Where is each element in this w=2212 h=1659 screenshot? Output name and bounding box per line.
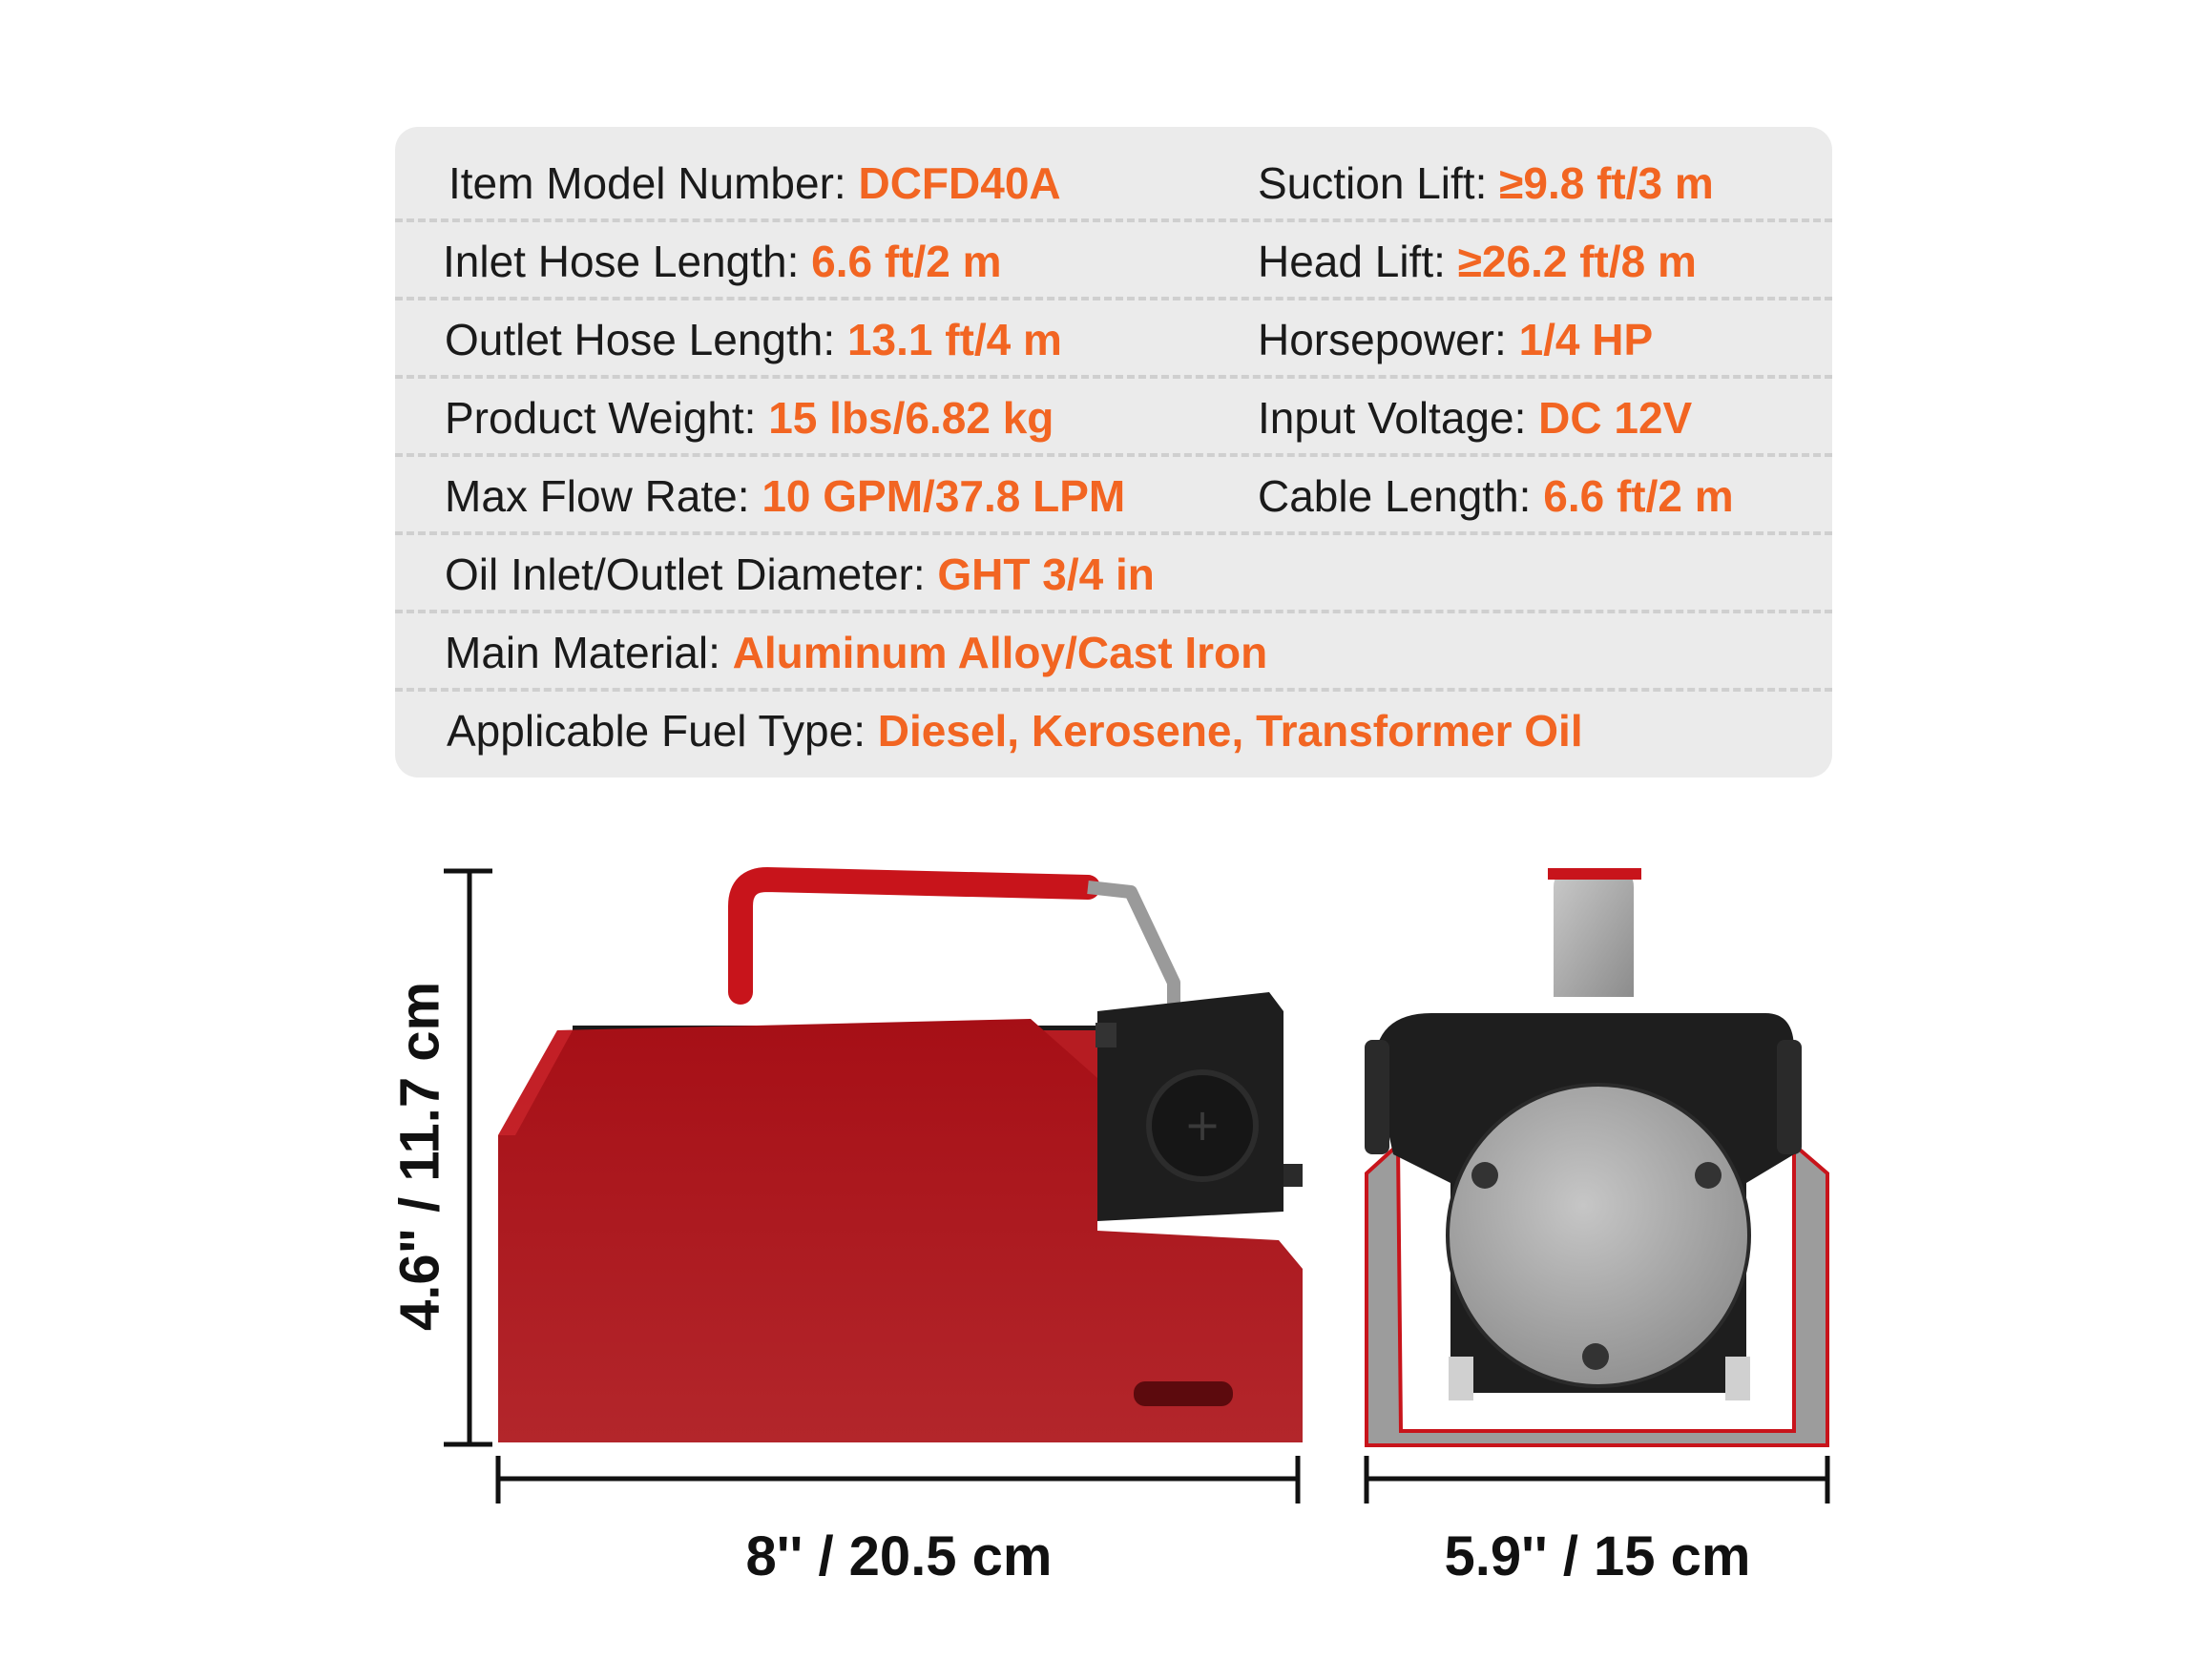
spec-horsepower: Horsepower: 1/4 HP — [1258, 315, 1654, 364]
spec-cable-length: Cable Length: 6.6 ft/2 m — [1258, 471, 1734, 521]
width-dimension-label: 5.9'' / 15 cm — [1444, 1525, 1751, 1587]
spec-head-lift: Head Lift: ≥26.2 ft/8 m — [1258, 237, 1697, 286]
spec-product-weight: Product Weight: 15 lbs/6.82 kg — [445, 393, 1054, 443]
spec-applicable-fuel-type: Applicable Fuel Type: Diesel, Kerosene, Transformer Oil — [447, 706, 1583, 756]
spec-inlet-hose-length: Inlet Hose Length: 6.6 ft/2 m — [443, 237, 1002, 286]
pump-front-view — [1365, 868, 1827, 1445]
carry-handle — [741, 880, 1088, 992]
length-dimension-label: 8'' / 20.5 cm — [745, 1525, 1053, 1587]
front-handle — [1554, 870, 1634, 997]
svg-text:+: + — [1183, 1099, 1221, 1151]
spec-outlet-hose-length: Outlet Hose Length: 13.1 ft/4 m — [445, 315, 1062, 364]
spec-oil-inlet-outlet-diameter: Oil Inlet/Outlet Diameter: GHT 3/4 in — [445, 550, 1155, 599]
length-dimension-line — [498, 1456, 1298, 1503]
width-dimension-line — [1367, 1456, 1827, 1503]
spec-max-flow-rate: Max Flow Rate: 10 GPM/37.8 LPM — [445, 471, 1126, 521]
spec-main-material: Main Material: Aluminum Alloy/Cast Iron — [445, 628, 1268, 677]
height-dimension-label: 4.6" / 11.7 cm — [388, 981, 451, 1332]
pump-side-view — [498, 880, 1303, 1442]
slot — [1134, 1381, 1233, 1406]
spec-suction-lift: Suction Lift: ≥9.8 ft/3 m — [1258, 158, 1714, 208]
pump-cover-disc — [1448, 1085, 1749, 1386]
spec-model-number: Item Model Number: DCFD40A — [449, 158, 1061, 208]
spec-input-voltage: Input Voltage: DC 12V — [1258, 393, 1693, 443]
